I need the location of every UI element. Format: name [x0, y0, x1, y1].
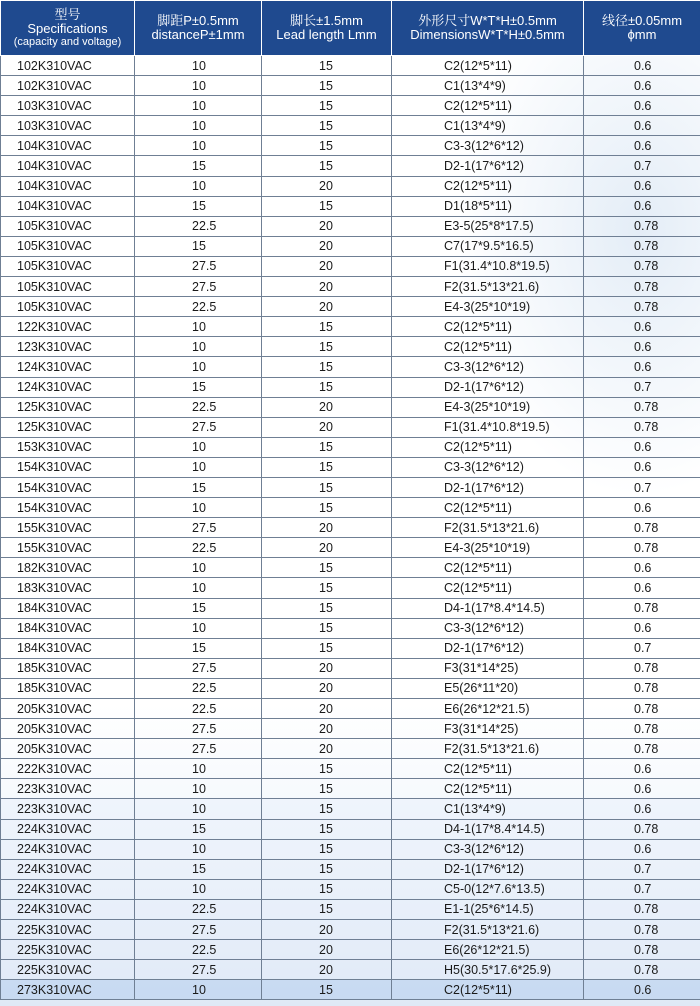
cell-lead-length: 20 [262, 216, 392, 236]
cell-wire-diameter: 0.7 [584, 477, 700, 497]
cell-dimensions: C2(12*5*11) [392, 337, 584, 357]
cell-lead-length: 15 [262, 96, 392, 116]
cell-lead-length: 20 [262, 397, 392, 417]
cell-specification: 104K310VAC [1, 196, 135, 216]
cell-pin-distance: 27.5 [135, 719, 262, 739]
cell-specification: 224K310VAC [1, 899, 135, 919]
cell-lead-length: 15 [262, 498, 392, 518]
cell-specification: 224K310VAC [1, 819, 135, 839]
cell-wire-diameter: 0.78 [584, 277, 700, 297]
cell-lead-length: 15 [262, 196, 392, 216]
cell-lead-length: 20 [262, 236, 392, 256]
header-lead-length: 脚长±1.5mm Lead length Lmm [262, 1, 392, 56]
cell-dimensions: C2(12*5*11) [392, 96, 584, 116]
table-row [1, 678, 700, 698]
cell-dimensions: E1-1(25*6*14.5) [392, 899, 584, 919]
cell-specification: 223K310VAC [1, 779, 135, 799]
cell-lead-length: 15 [262, 899, 392, 919]
cell-pin-distance: 27.5 [135, 518, 262, 538]
cell-dimensions: E4-3(25*10*19) [392, 297, 584, 317]
cell-wire-diameter: 0.78 [584, 538, 700, 558]
cell-pin-distance: 10 [135, 357, 262, 377]
cell-dimensions: C2(12*5*11) [392, 56, 584, 76]
cell-dimensions: C2(12*5*11) [392, 980, 584, 1000]
cell-wire-diameter: 0.78 [584, 739, 700, 759]
cell-wire-diameter: 0.78 [584, 678, 700, 698]
table-row [1, 618, 700, 638]
cell-lead-length: 15 [262, 357, 392, 377]
table-row [1, 518, 700, 538]
cell-lead-length: 15 [262, 618, 392, 638]
cell-specification: 104K310VAC [1, 176, 135, 196]
cell-specification: 124K310VAC [1, 357, 135, 377]
cell-pin-distance: 10 [135, 136, 262, 156]
cell-lead-length: 20 [262, 297, 392, 317]
cell-wire-diameter: 0.78 [584, 960, 700, 980]
cell-lead-length: 15 [262, 638, 392, 658]
cell-lead-length: 20 [262, 960, 392, 980]
cell-dimensions: D4-1(17*8.4*14.5) [392, 819, 584, 839]
table-row [1, 76, 700, 96]
table-row [1, 940, 700, 960]
table-row [1, 116, 700, 136]
header-dimensions: 外形尺寸W*T*H±0.5mm DimensionsW*T*H±0.5mm [392, 1, 584, 56]
cell-lead-length: 20 [262, 699, 392, 719]
cell-pin-distance: 27.5 [135, 417, 262, 437]
cell-specification: 155K310VAC [1, 518, 135, 538]
cell-dimensions: F1(31.4*10.8*19.5) [392, 417, 584, 437]
cell-pin-distance: 27.5 [135, 739, 262, 759]
cell-pin-distance: 10 [135, 980, 262, 1000]
cell-dimensions: C2(12*5*11) [392, 779, 584, 799]
cell-pin-distance: 10 [135, 337, 262, 357]
table-row [1, 136, 700, 156]
cell-pin-distance: 15 [135, 196, 262, 216]
cell-wire-diameter: 0.78 [584, 658, 700, 678]
table-row [1, 759, 700, 779]
cell-dimensions: D2-1(17*6*12) [392, 477, 584, 497]
cell-wire-diameter: 0.6 [584, 498, 700, 518]
cell-lead-length: 20 [262, 940, 392, 960]
cell-specification: 182K310VAC [1, 558, 135, 578]
cell-wire-diameter: 0.78 [584, 920, 700, 940]
cell-pin-distance: 22.5 [135, 678, 262, 698]
cell-pin-distance: 10 [135, 96, 262, 116]
cell-specification: 224K310VAC [1, 859, 135, 879]
cell-specification: 223K310VAC [1, 799, 135, 819]
table-row [1, 799, 700, 819]
cell-wire-diameter: 0.6 [584, 437, 700, 457]
cell-specification: 184K310VAC [1, 638, 135, 658]
cell-dimensions: F3(31*14*25) [392, 719, 584, 739]
cell-specification: 105K310VAC [1, 236, 135, 256]
table-row [1, 578, 700, 598]
cell-specification: 104K310VAC [1, 156, 135, 176]
cell-pin-distance: 22.5 [135, 538, 262, 558]
cell-specification: 153K310VAC [1, 437, 135, 457]
table-row [1, 397, 700, 417]
cell-specification: 124K310VAC [1, 377, 135, 397]
cell-dimensions: F1(31.4*10.8*19.5) [392, 256, 584, 276]
table-row [1, 879, 700, 899]
table-row [1, 176, 700, 196]
table-row [1, 719, 700, 739]
cell-pin-distance: 15 [135, 819, 262, 839]
cell-pin-distance: 15 [135, 638, 262, 658]
cell-pin-distance: 15 [135, 236, 262, 256]
cell-dimensions: C2(12*5*11) [392, 558, 584, 578]
cell-wire-diameter: 0.78 [584, 719, 700, 739]
cell-lead-length: 15 [262, 859, 392, 879]
cell-dimensions: D2-1(17*6*12) [392, 638, 584, 658]
cell-dimensions: D4-1(17*8.4*14.5) [392, 598, 584, 618]
cell-dimensions: F2(31.5*13*21.6) [392, 277, 584, 297]
cell-dimensions: C5-0(12*7.6*13.5) [392, 879, 584, 899]
cell-specification: 123K310VAC [1, 337, 135, 357]
cell-pin-distance: 22.5 [135, 297, 262, 317]
table-row [1, 658, 700, 678]
table-row [1, 819, 700, 839]
table-row [1, 477, 700, 497]
table-row [1, 457, 700, 477]
cell-wire-diameter: 0.6 [584, 839, 700, 859]
cell-pin-distance: 27.5 [135, 658, 262, 678]
table-row [1, 920, 700, 940]
table-row [1, 558, 700, 578]
cell-lead-length: 20 [262, 176, 392, 196]
cell-lead-length: 20 [262, 920, 392, 940]
cell-lead-length: 15 [262, 980, 392, 1000]
cell-specification: 105K310VAC [1, 277, 135, 297]
header-row [1, 1, 700, 56]
cell-pin-distance: 15 [135, 598, 262, 618]
table-row [1, 256, 700, 276]
table-row [1, 839, 700, 859]
cell-lead-length: 20 [262, 739, 392, 759]
cell-dimensions: E4-3(25*10*19) [392, 397, 584, 417]
cell-pin-distance: 22.5 [135, 940, 262, 960]
cell-dimensions: F2(31.5*13*21.6) [392, 518, 584, 538]
cell-wire-diameter: 0.78 [584, 598, 700, 618]
cell-dimensions: C3-3(12*6*12) [392, 618, 584, 638]
table-row [1, 498, 700, 518]
cell-specification: 224K310VAC [1, 839, 135, 859]
cell-lead-length: 15 [262, 437, 392, 457]
cell-lead-length: 15 [262, 156, 392, 176]
cell-pin-distance: 10 [135, 578, 262, 598]
cell-wire-diameter: 0.78 [584, 417, 700, 437]
cell-lead-length: 20 [262, 256, 392, 276]
cell-dimensions: C2(12*5*11) [392, 578, 584, 598]
table-row [1, 538, 700, 558]
table-row [1, 56, 700, 76]
cell-dimensions: F2(31.5*13*21.6) [392, 739, 584, 759]
cell-wire-diameter: 0.6 [584, 196, 700, 216]
cell-wire-diameter: 0.6 [584, 176, 700, 196]
header-pin-distance: 脚距P±0.5mm distanceP±1mm [135, 1, 262, 56]
cell-wire-diameter: 0.6 [584, 337, 700, 357]
cell-dimensions: D2-1(17*6*12) [392, 377, 584, 397]
cell-wire-diameter: 0.78 [584, 518, 700, 538]
cell-pin-distance: 15 [135, 156, 262, 176]
cell-specification: 122K310VAC [1, 317, 135, 337]
table-row [1, 196, 700, 216]
cell-pin-distance: 10 [135, 618, 262, 638]
cell-wire-diameter: 0.7 [584, 377, 700, 397]
cell-specification: 105K310VAC [1, 297, 135, 317]
cell-pin-distance: 15 [135, 859, 262, 879]
table-body [1, 56, 700, 1000]
cell-pin-distance: 10 [135, 498, 262, 518]
table-row [1, 859, 700, 879]
cell-specification: 105K310VAC [1, 216, 135, 236]
cell-dimensions: E4-3(25*10*19) [392, 538, 584, 558]
cell-dimensions: E6(26*12*21.5) [392, 940, 584, 960]
cell-dimensions: C1(13*4*9) [392, 116, 584, 136]
cell-dimensions: C3-3(12*6*12) [392, 136, 584, 156]
cell-pin-distance: 10 [135, 839, 262, 859]
header-specifications: 型号 Specifications (capacity and voltage) [1, 1, 135, 56]
table-row [1, 739, 700, 759]
cell-specification: 205K310VAC [1, 699, 135, 719]
cell-specification: 225K310VAC [1, 920, 135, 940]
cell-dimensions: D2-1(17*6*12) [392, 859, 584, 879]
cell-pin-distance: 22.5 [135, 699, 262, 719]
cell-wire-diameter: 0.78 [584, 216, 700, 236]
table-row [1, 598, 700, 618]
cell-wire-diameter: 0.6 [584, 457, 700, 477]
cell-pin-distance: 27.5 [135, 920, 262, 940]
table-row [1, 699, 700, 719]
cell-dimensions: D2-1(17*6*12) [392, 156, 584, 176]
cell-specification: 125K310VAC [1, 417, 135, 437]
cell-wire-diameter: 0.78 [584, 940, 700, 960]
cell-wire-diameter: 0.7 [584, 859, 700, 879]
cell-specification: 184K310VAC [1, 598, 135, 618]
table-row [1, 638, 700, 658]
cell-specification: 154K310VAC [1, 457, 135, 477]
cell-pin-distance: 10 [135, 879, 262, 899]
cell-dimensions: C3-3(12*6*12) [392, 839, 584, 859]
cell-dimensions: C2(12*5*11) [392, 176, 584, 196]
cell-wire-diameter: 0.6 [584, 759, 700, 779]
cell-specification: 103K310VAC [1, 96, 135, 116]
cell-pin-distance: 27.5 [135, 960, 262, 980]
cell-dimensions: C2(12*5*11) [392, 498, 584, 518]
cell-wire-diameter: 0.7 [584, 156, 700, 176]
cell-wire-diameter: 0.78 [584, 699, 700, 719]
table-row [1, 337, 700, 357]
cell-pin-distance: 15 [135, 377, 262, 397]
cell-lead-length: 15 [262, 759, 392, 779]
cell-pin-distance: 22.5 [135, 397, 262, 417]
cell-wire-diameter: 0.78 [584, 899, 700, 919]
cell-lead-length: 15 [262, 377, 392, 397]
cell-wire-diameter: 0.7 [584, 638, 700, 658]
table-row [1, 96, 700, 116]
cell-wire-diameter: 0.6 [584, 799, 700, 819]
cell-wire-diameter: 0.78 [584, 819, 700, 839]
table-row [1, 437, 700, 457]
cell-pin-distance: 10 [135, 437, 262, 457]
cell-pin-distance: 10 [135, 558, 262, 578]
cell-lead-length: 15 [262, 116, 392, 136]
cell-specification: 205K310VAC [1, 719, 135, 739]
cell-lead-length: 20 [262, 678, 392, 698]
header-wire-diameter: 线径±0.05mm ϕmm [584, 1, 700, 56]
cell-wire-diameter: 0.6 [584, 779, 700, 799]
cell-specification: 205K310VAC [1, 739, 135, 759]
cell-pin-distance: 10 [135, 317, 262, 337]
cell-pin-distance: 10 [135, 116, 262, 136]
cell-pin-distance: 10 [135, 76, 262, 96]
table-row [1, 277, 700, 297]
cell-pin-distance: 27.5 [135, 256, 262, 276]
cell-pin-distance: 10 [135, 176, 262, 196]
cell-specification: 185K310VAC [1, 658, 135, 678]
table-row [1, 297, 700, 317]
cell-lead-length: 20 [262, 277, 392, 297]
cell-specification: 224K310VAC [1, 879, 135, 899]
cell-wire-diameter: 0.78 [584, 236, 700, 256]
cell-wire-diameter: 0.6 [584, 317, 700, 337]
cell-specification: 104K310VAC [1, 136, 135, 156]
cell-wire-diameter: 0.6 [584, 96, 700, 116]
table-row [1, 960, 700, 980]
cell-specification: 102K310VAC [1, 56, 135, 76]
cell-wire-diameter: 0.78 [584, 297, 700, 317]
cell-wire-diameter: 0.78 [584, 397, 700, 417]
cell-lead-length: 20 [262, 538, 392, 558]
table-row [1, 236, 700, 256]
cell-lead-length: 15 [262, 136, 392, 156]
cell-lead-length: 15 [262, 477, 392, 497]
cell-pin-distance: 10 [135, 779, 262, 799]
cell-pin-distance: 22.5 [135, 899, 262, 919]
cell-lead-length: 15 [262, 578, 392, 598]
cell-dimensions: C1(13*4*9) [392, 799, 584, 819]
cell-wire-diameter: 0.6 [584, 618, 700, 638]
cell-lead-length: 15 [262, 558, 392, 578]
cell-specification: 155K310VAC [1, 538, 135, 558]
cell-dimensions: C3-3(12*6*12) [392, 357, 584, 377]
cell-pin-distance: 10 [135, 56, 262, 76]
cell-wire-diameter: 0.6 [584, 136, 700, 156]
cell-specification: 184K310VAC [1, 618, 135, 638]
cell-specification: 154K310VAC [1, 477, 135, 497]
table-header [1, 1, 700, 56]
cell-dimensions: C1(13*4*9) [392, 76, 584, 96]
cell-lead-length: 15 [262, 799, 392, 819]
cell-lead-length: 15 [262, 819, 392, 839]
cell-dimensions: E3-5(25*8*17.5) [392, 216, 584, 236]
cell-lead-length: 20 [262, 417, 392, 437]
cell-specification: 154K310VAC [1, 498, 135, 518]
cell-specification: 273K310VAC [1, 980, 135, 1000]
cell-dimensions: H5(30.5*17.6*25.9) [392, 960, 584, 980]
cell-lead-length: 15 [262, 839, 392, 859]
table-row [1, 216, 700, 236]
cell-wire-diameter: 0.6 [584, 558, 700, 578]
cell-specification: 103K310VAC [1, 116, 135, 136]
cell-lead-length: 15 [262, 317, 392, 337]
cell-lead-length: 15 [262, 598, 392, 618]
cell-specification: 102K310VAC [1, 76, 135, 96]
cell-pin-distance: 10 [135, 799, 262, 819]
cell-pin-distance: 10 [135, 759, 262, 779]
table-row [1, 779, 700, 799]
cell-specification: 125K310VAC [1, 397, 135, 417]
table-row [1, 980, 700, 1000]
cell-specification: 105K310VAC [1, 256, 135, 276]
cell-pin-distance: 27.5 [135, 277, 262, 297]
cell-wire-diameter: 0.6 [584, 357, 700, 377]
table-row [1, 899, 700, 919]
cell-lead-length: 15 [262, 879, 392, 899]
cell-pin-distance: 10 [135, 457, 262, 477]
cell-wire-diameter: 0.6 [584, 116, 700, 136]
cell-dimensions: F2(31.5*13*21.6) [392, 920, 584, 940]
cell-specification: 225K310VAC [1, 960, 135, 980]
cell-wire-diameter: 0.6 [584, 56, 700, 76]
cell-dimensions: F3(31*14*25) [392, 658, 584, 678]
cell-lead-length: 15 [262, 76, 392, 96]
cell-lead-length: 15 [262, 337, 392, 357]
cell-pin-distance: 22.5 [135, 216, 262, 236]
cell-lead-length: 20 [262, 719, 392, 739]
cell-specification: 185K310VAC [1, 678, 135, 698]
cell-dimensions: E6(26*12*21.5) [392, 699, 584, 719]
table-row [1, 156, 700, 176]
cell-wire-diameter: 0.7 [584, 879, 700, 899]
table-row [1, 377, 700, 397]
cell-dimensions: E5(26*11*20) [392, 678, 584, 698]
cell-lead-length: 15 [262, 457, 392, 477]
cell-dimensions: C2(12*5*11) [392, 317, 584, 337]
table-row [1, 317, 700, 337]
cell-lead-length: 15 [262, 779, 392, 799]
cell-pin-distance: 15 [135, 477, 262, 497]
cell-dimensions: C2(12*5*11) [392, 759, 584, 779]
cell-dimensions: D1(18*5*11) [392, 196, 584, 216]
table-row [1, 357, 700, 377]
cell-wire-diameter: 0.6 [584, 76, 700, 96]
cell-dimensions: C3-3(12*6*12) [392, 457, 584, 477]
cell-wire-diameter: 0.6 [584, 578, 700, 598]
cell-dimensions: C2(12*5*11) [392, 437, 584, 457]
cell-specification: 222K310VAC [1, 759, 135, 779]
cell-lead-length: 15 [262, 56, 392, 76]
cell-wire-diameter: 0.78 [584, 256, 700, 276]
cell-specification: 183K310VAC [1, 578, 135, 598]
cell-dimensions: C7(17*9.5*16.5) [392, 236, 584, 256]
table-row [1, 417, 700, 437]
cell-lead-length: 20 [262, 658, 392, 678]
cell-specification: 225K310VAC [1, 940, 135, 960]
cell-lead-length: 20 [262, 518, 392, 538]
cell-wire-diameter: 0.6 [584, 980, 700, 1000]
